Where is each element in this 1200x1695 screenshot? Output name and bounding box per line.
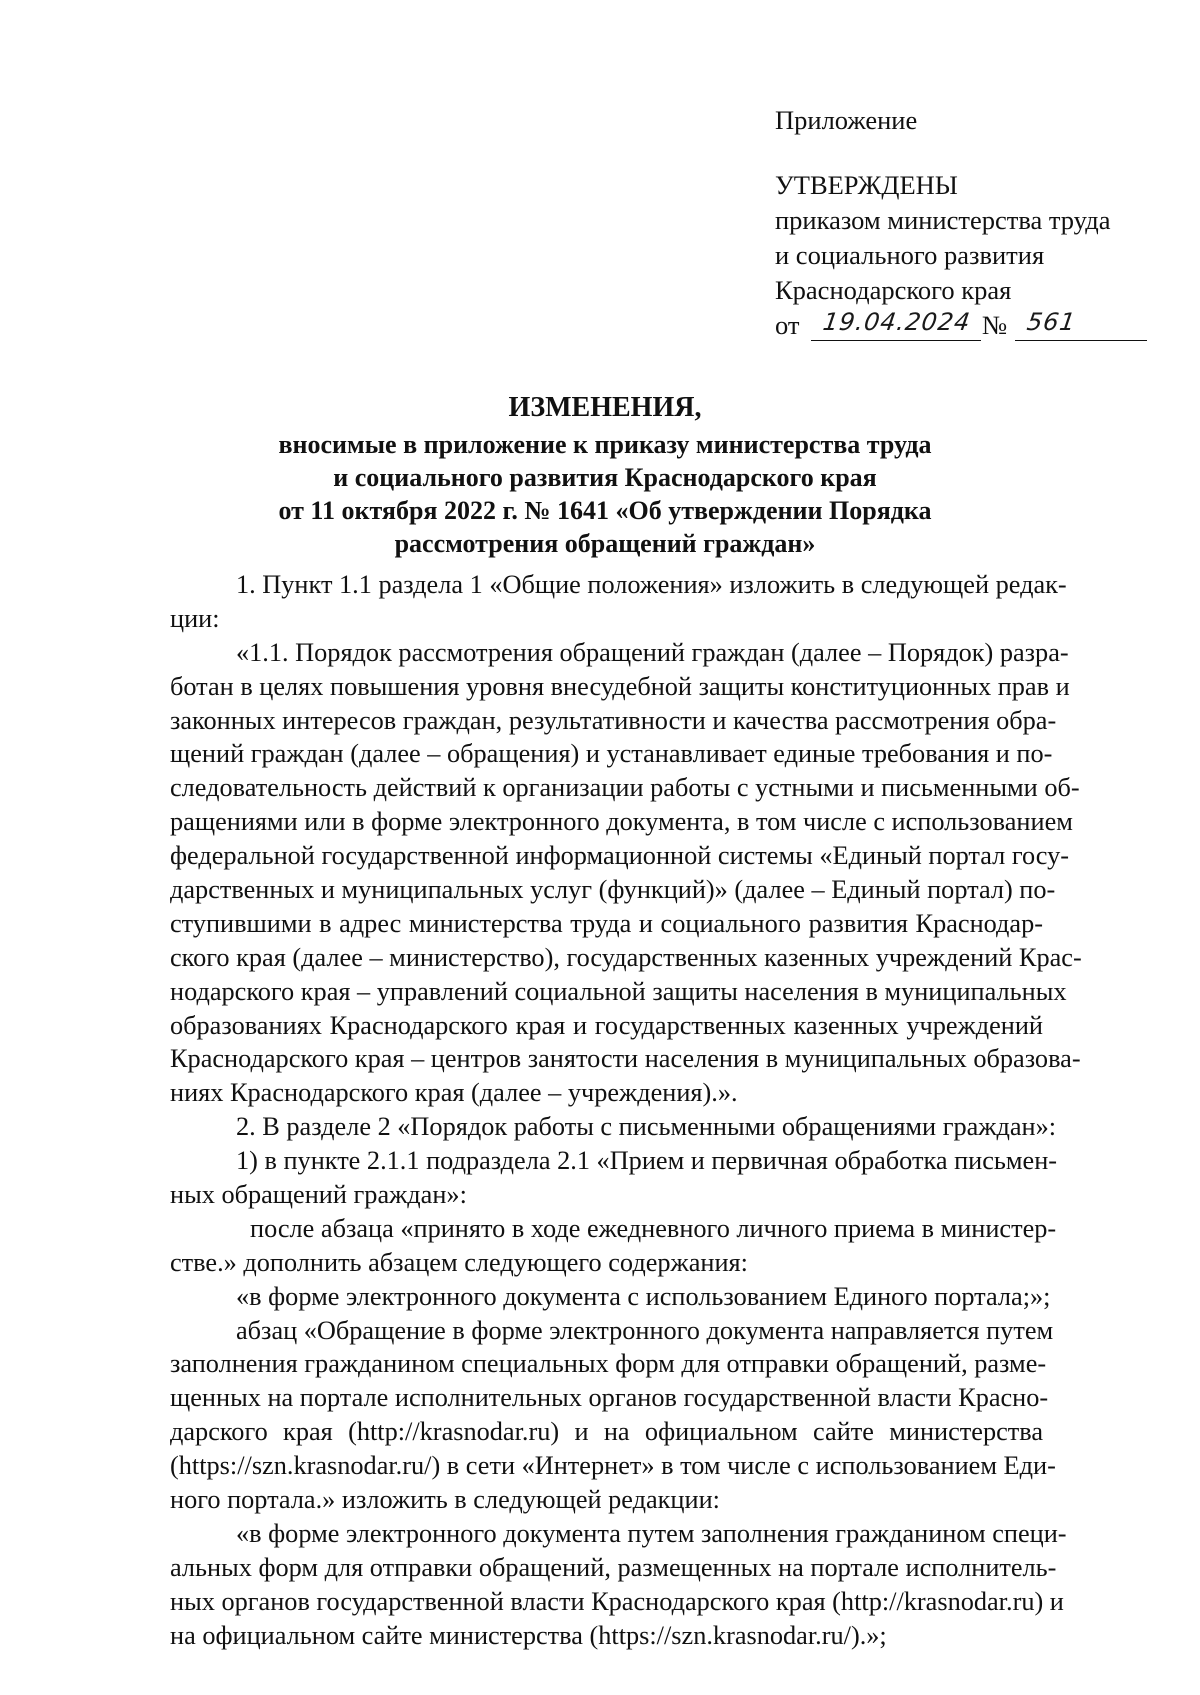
document-title-block — [170, 390, 1040, 560]
document-subtitle-line: от 11 октября 2022 г. № 1641 «Об утверждении Порядка — [278, 496, 932, 525]
body-line: ных органов государственной власти Краснодарского края (http://krasnodar.ru) и — [170, 1586, 1064, 1616]
body-line: заполнения гражданином специальных форм для отправки обращений, разме- — [170, 1349, 1047, 1379]
body-line: стве.» дополнить абзацем следующего содержания: — [170, 1247, 748, 1277]
approval-line-2: и социального развития — [775, 240, 1045, 270]
body-line: следовательность действий к организации работы с устными и письменными об- — [170, 773, 1080, 803]
order-number-field — [1015, 308, 1147, 341]
body-line: ниях Краснодарского края (далее – учреждения).». — [170, 1078, 738, 1108]
order-date-field — [811, 308, 981, 341]
body-line: щений граждан (далее – обращения) и устанавливает единые требования и по- — [170, 739, 1053, 769]
body-line: «1.1. Порядок рассмотрения обращений граждан (далее – Порядок) разра- — [236, 637, 1069, 667]
body-line: дарственных и муниципальных услуг (функций)» (далее – Единый портал) по- — [170, 875, 1056, 905]
body-line: нодарского края – управлений социальной защиты населения в муниципальных — [170, 976, 1067, 1006]
body-line: ращениями или в форме электронного документа, в том числе с использованием — [170, 807, 1073, 837]
body-line: щенных на портале исполнительных органов государственной власти Красно- — [170, 1383, 1049, 1413]
approval-stamp-block — [775, 103, 1175, 344]
order-number-handwritten: 561 — [1025, 308, 1078, 336]
body-line: ции: — [170, 603, 220, 633]
body-line: 2. В разделе 2 «Порядок работы с письменными обращениями граждан»: — [236, 1112, 1057, 1142]
body-line: «в форме электронного документа путем заполнения гражданином специ- — [236, 1518, 1067, 1548]
annex-label: Приложение — [775, 105, 918, 135]
document-subtitle-line: и социального развития Краснодарского края — [333, 463, 877, 492]
body-line: альных форм для отправки обращений, размещенных на портале исполнитель- — [170, 1552, 1057, 1582]
body-line: «в форме электронного документа с использованием Единого портала;»; — [236, 1281, 1051, 1311]
document-subtitle-line: вносимые в приложение к приказу министерства труда — [278, 430, 932, 459]
body-line: абзац «Обращение в форме электронного документа направляется путем — [236, 1315, 1054, 1345]
body-line: ботан в целях повышения уровня внесудебной защиты конституционных прав и — [170, 671, 1070, 701]
document-subtitle-line: рассмотрения обращений граждан» — [394, 529, 816, 558]
body-line: 1. Пункт 1.1 раздела 1 «Общие положения» изложить в следующей редак- — [236, 570, 1067, 599]
body-line: ных обращений граждан»: — [170, 1180, 467, 1210]
body-line: ступившими в адрес министерства труда и социального развития Краснодар- — [170, 908, 1043, 938]
body-line: 1) в пункте 2.1.1 подраздела 2.1 «Прием и первичная обработка письмен- — [236, 1146, 1058, 1176]
order-date-handwritten: 19.04.2024 — [821, 308, 973, 336]
body-line: федеральной государственной информационной системы «Единый портал госу- — [170, 841, 1070, 871]
body-line: после абзаца «принято в ходе ежедневного личного приема в министер- — [250, 1213, 1057, 1243]
body-line: Краснодарского края – центров занятости населения в муниципальных образова- — [170, 1044, 1081, 1074]
order-reference-line — [775, 308, 1175, 344]
approval-line-1: приказом министерства труда — [775, 205, 1111, 235]
approval-line-3: Краснодарского края — [775, 275, 1012, 305]
body-line: образованиях Краснодарского края и государственных казенных учреждений — [170, 1010, 1043, 1040]
body-line: на официальном сайте министерства (https://szn.krasnodar.ru/).»; — [170, 1620, 887, 1650]
order-date-prefix: от — [775, 310, 800, 340]
body-line: (https://szn.krasnodar.ru/) в сети «Интернет» в том числе с использованием Еди- — [170, 1451, 1056, 1481]
body-line: ского края (далее – министерство), государственных казенных учреждений Крас- — [170, 942, 1082, 972]
document-title: ИЗМЕНЕНИЯ, — [508, 392, 702, 423]
body-line: законных интересов граждан, результативности и качества рассмотрения обра- — [170, 705, 1057, 735]
body-line: ного портала.» изложить в следующей редакции: — [170, 1485, 720, 1515]
document-body — [170, 568, 1082, 1653]
approved-label: УТВЕРЖДЕНЫ — [775, 170, 958, 200]
order-number-sign: № — [982, 310, 1008, 340]
body-line: дарского края (http://krasnodar.ru) и на официальном сайте министерства — [170, 1417, 1043, 1447]
